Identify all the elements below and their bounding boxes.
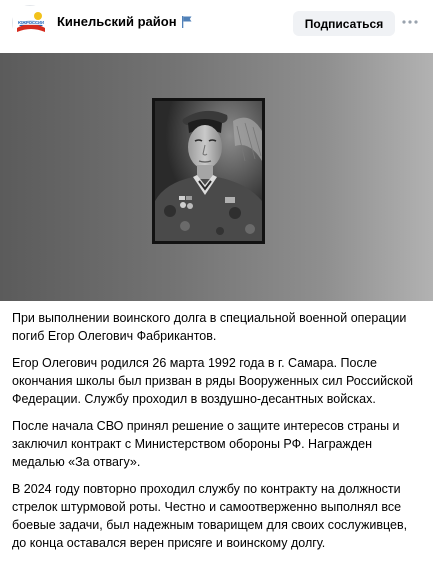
group-logo-icon	[13, 6, 49, 42]
post-header	[0, 0, 433, 50]
memorial-portrait	[152, 98, 265, 244]
post-paragraph: В 2024 году повторно проходил службу по контракту на должности стрелок штурмовой роты. Честно и самоотверженно выполнял все боевые задачи, был надежным товарищем для своих сослуживцев, до конца оставался верен присяге и воинскому долгу.	[12, 482, 408, 550]
svg-text:ЮЖРОССИИ: ЮЖРОССИИ	[17, 20, 45, 25]
group-avatar[interactable]	[12, 5, 48, 41]
post-paragraph: При выполнении воинского долга в специальной военной операции погиб Егор Олегович Фабрикантов.	[12, 311, 407, 343]
post-photo[interactable]	[0, 53, 433, 301]
group-name-text[interactable]: Кинельский район	[57, 14, 177, 29]
post-text	[12, 309, 424, 561]
post-paragraph: Егор Олегович родился 26 марта 1992 года в г. Самара. После окончания школы был призван в ряды Вооруженных сил Российской Федерации. Службу проходил в воздушно-десантных войсках.	[12, 356, 413, 406]
group-name[interactable]	[57, 14, 192, 29]
subscribe-button[interactable]: Подписаться	[293, 11, 395, 36]
flag-icon	[182, 16, 192, 28]
more-horizontal-icon[interactable]	[400, 14, 420, 30]
soldier-portrait-image	[155, 101, 262, 241]
post-paragraph: После начала СВО принял решение о защите интересов страны и заключил контракт с Министерством обороны РФ. Награжден медалью «За отвагу».	[12, 419, 400, 469]
